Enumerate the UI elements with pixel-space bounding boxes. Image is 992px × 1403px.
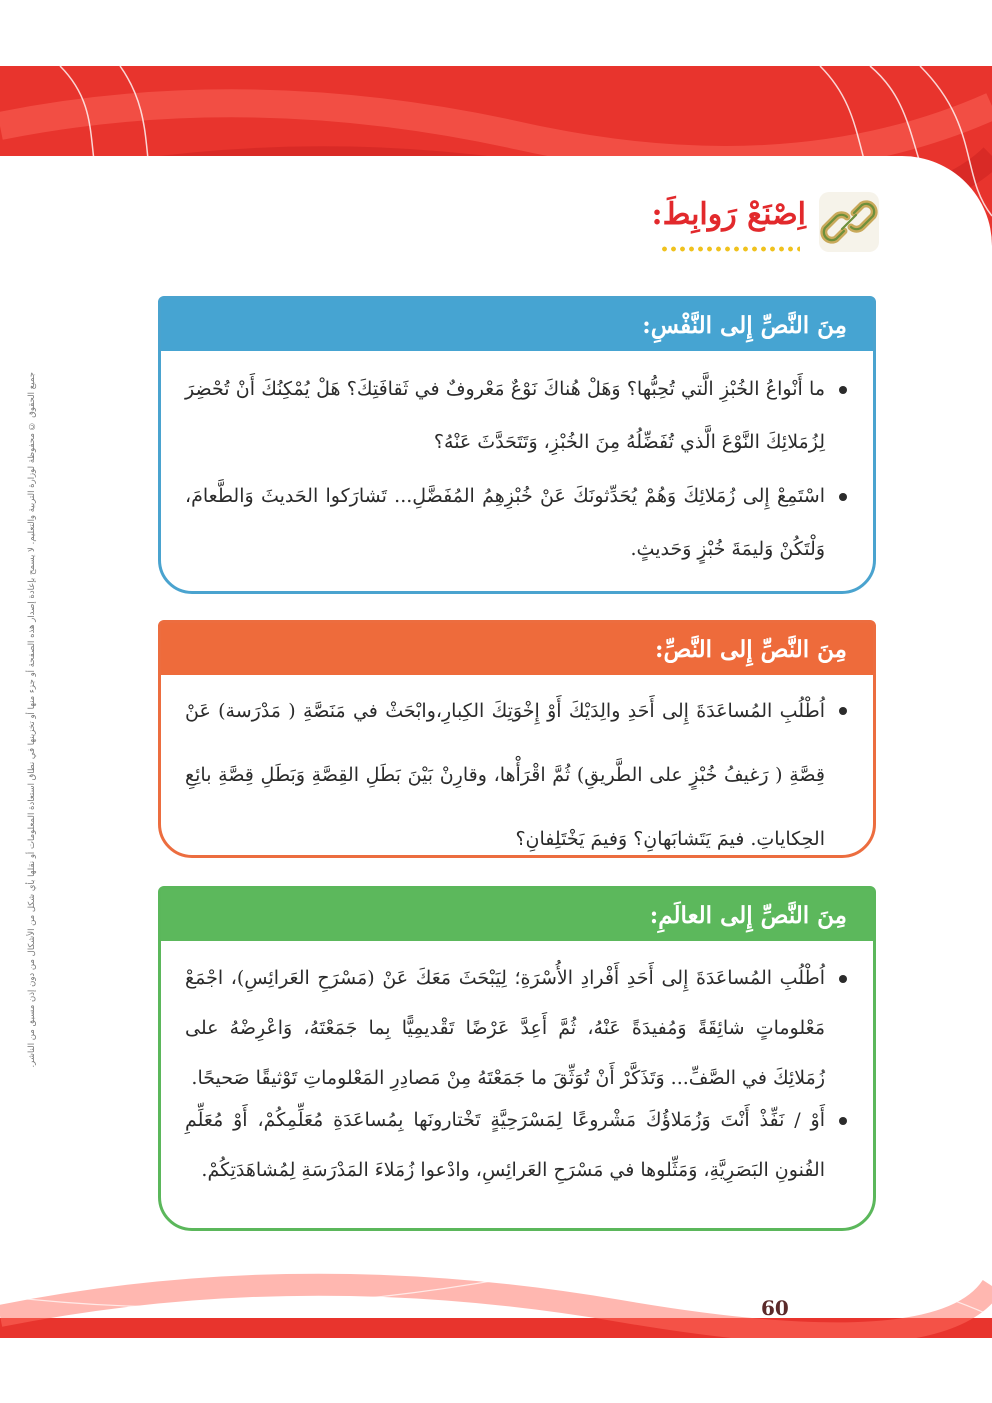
list-item <box>185 687 847 871</box>
title-dotted-underline <box>660 245 800 253</box>
bullet-text: ما أَنْواعُ الخُبْزِ الَّتي تُحِبُّها؟ وَهَلْ هُناكَ نَوْعٌ مَعْروفٌ في ثَقافَتِكَ؟ هَلْ يُمْكِنُكَ أَنْ تُحْضِرَ لِزُمَلائِكَ النَّوْعَ الَّذي تُفَضِّلُهُ مِنَ الخُبْزِ، وَتَتَحَدَّثَ عَنْهُ؟ <box>185 378 825 453</box>
section-title: اِصْنَعْ رَوابِطَ: <box>651 197 806 232</box>
copyright-side-note <box>22 360 42 1080</box>
bullet-text: اُطْلُبِ المُساعَدَةَ إِلى أَحَدِ والِدَيْكَ أَوْ إِخْوَتِكَ الكِبارِ،وابْحَثْ في مَنَصَّةِ ( مَدْرَسة) عَنْ قِصَّةِ ( رَغيفُ خُبْزٍ على الطَّريقِ) ثُمَّ اقْرَأْها، وقارِنْ بَيْنَ بَطَلِ القِصَّةِ وَبَطَلِ قِصَّةِ بائِعِ الحِكاياتِ. فيمَ يَتَشابَهانِ؟ وَفيمَ يَخْتَلِفانِ؟ <box>185 700 825 850</box>
card-title: مِنَ النَّصِّ إِلى العالَمِ: <box>649 901 847 929</box>
card-text-to-text <box>158 620 876 858</box>
bullet-text: اسْتَمِعْ إِلى زُمَلائِكَ وَهُمْ يُحَدِّثونَكَ عَنْ خُبْزِهِمُ المُفَضَّلِ... تَشارَكوا الحَديثَ وَالطَّعامَ، وَلْتَكُنْ وَليمَةَ خُبْزٍ وَحَديثٍ. <box>185 485 825 560</box>
card-header <box>161 623 873 675</box>
card-body <box>161 351 873 576</box>
link-chain-icon <box>818 191 880 253</box>
bullet-icon <box>839 975 847 983</box>
card-header <box>161 889 873 941</box>
page-number: 60 <box>761 1296 789 1320</box>
list-item <box>185 470 847 576</box>
copyright-text: جميع الحقوق © محفوظة لوزارة التربية والتعليم. لا يسمح بإعادة إصدار هذه الصفحة أو جزء منها أو تخزينها في نطاق استعادة المعلومات أو نقلها بأي شكل من الأشكال من دون إذن مسبق من الناشر. <box>27 372 37 1068</box>
card-text-to-self <box>158 296 876 594</box>
bullet-text: أَوْ / نَفِّذْ أَنْتَ وَزُمَلاؤُكَ مَشْروعًا لِمَسْرَحِيَّةٍ تَخْتارونَها بِمُساعَدَةِ مُعَلِّمِكُمْ، أَوْ مُعَلِّمِ الفُنونِ البَصَرِيَّةِ، وَمَثِّلوها في مَسْرَحِ العَرائِسِ، وادْعوا زُمَلاءَ المَدْرَسَةِ لِمُشاهَدَتِكُمْ. <box>185 1109 825 1181</box>
card-title: مِنَ النَّصِّ إِلى النَّفْسِ: <box>642 311 847 339</box>
list-item <box>185 965 847 1103</box>
card-title: مِنَ النَّصِّ إِلى النَّصِّ: <box>655 635 847 663</box>
card-text-to-world <box>158 886 876 1231</box>
bullet-icon <box>839 493 847 501</box>
decorative-swirl-bottom <box>0 1216 992 1338</box>
bullet-icon <box>839 707 847 715</box>
section-header <box>651 185 880 265</box>
card-body <box>161 941 873 1195</box>
list-item <box>185 363 847 469</box>
list-item <box>185 1107 847 1195</box>
bullet-icon <box>839 1117 847 1125</box>
bullet-text: اُطْلُبِ المُساعَدَةَ إِلى أَحَدِ أَفْرادِ الأُسْرَةِ؛ لِيَبْحَثَ مَعَكَ عَنْ (مَسْرَحِ العَرائِسِ)، اجْمَعْ مَعْلوماتٍ شائِقَةً وَمُفيدَةً عَنْهُ، ثُمَّ أَعِدَّ عَرْضًا تَقْديمِيًّا بِما جَمَعْتَهُ، وَاعْرِضْهُ على زُمَلائِكَ في الصَّفِّ... وَتَذَكَّرْ أَنْ تُوَثِّقَ ما جَمَعْتَهُ مِنْ مَصادِرِ المَعْلوماتِ تَوْثيقًا صَحيحًا. <box>185 967 825 1089</box>
card-body <box>161 675 873 871</box>
card-header <box>161 299 873 351</box>
bullet-icon <box>839 386 847 394</box>
